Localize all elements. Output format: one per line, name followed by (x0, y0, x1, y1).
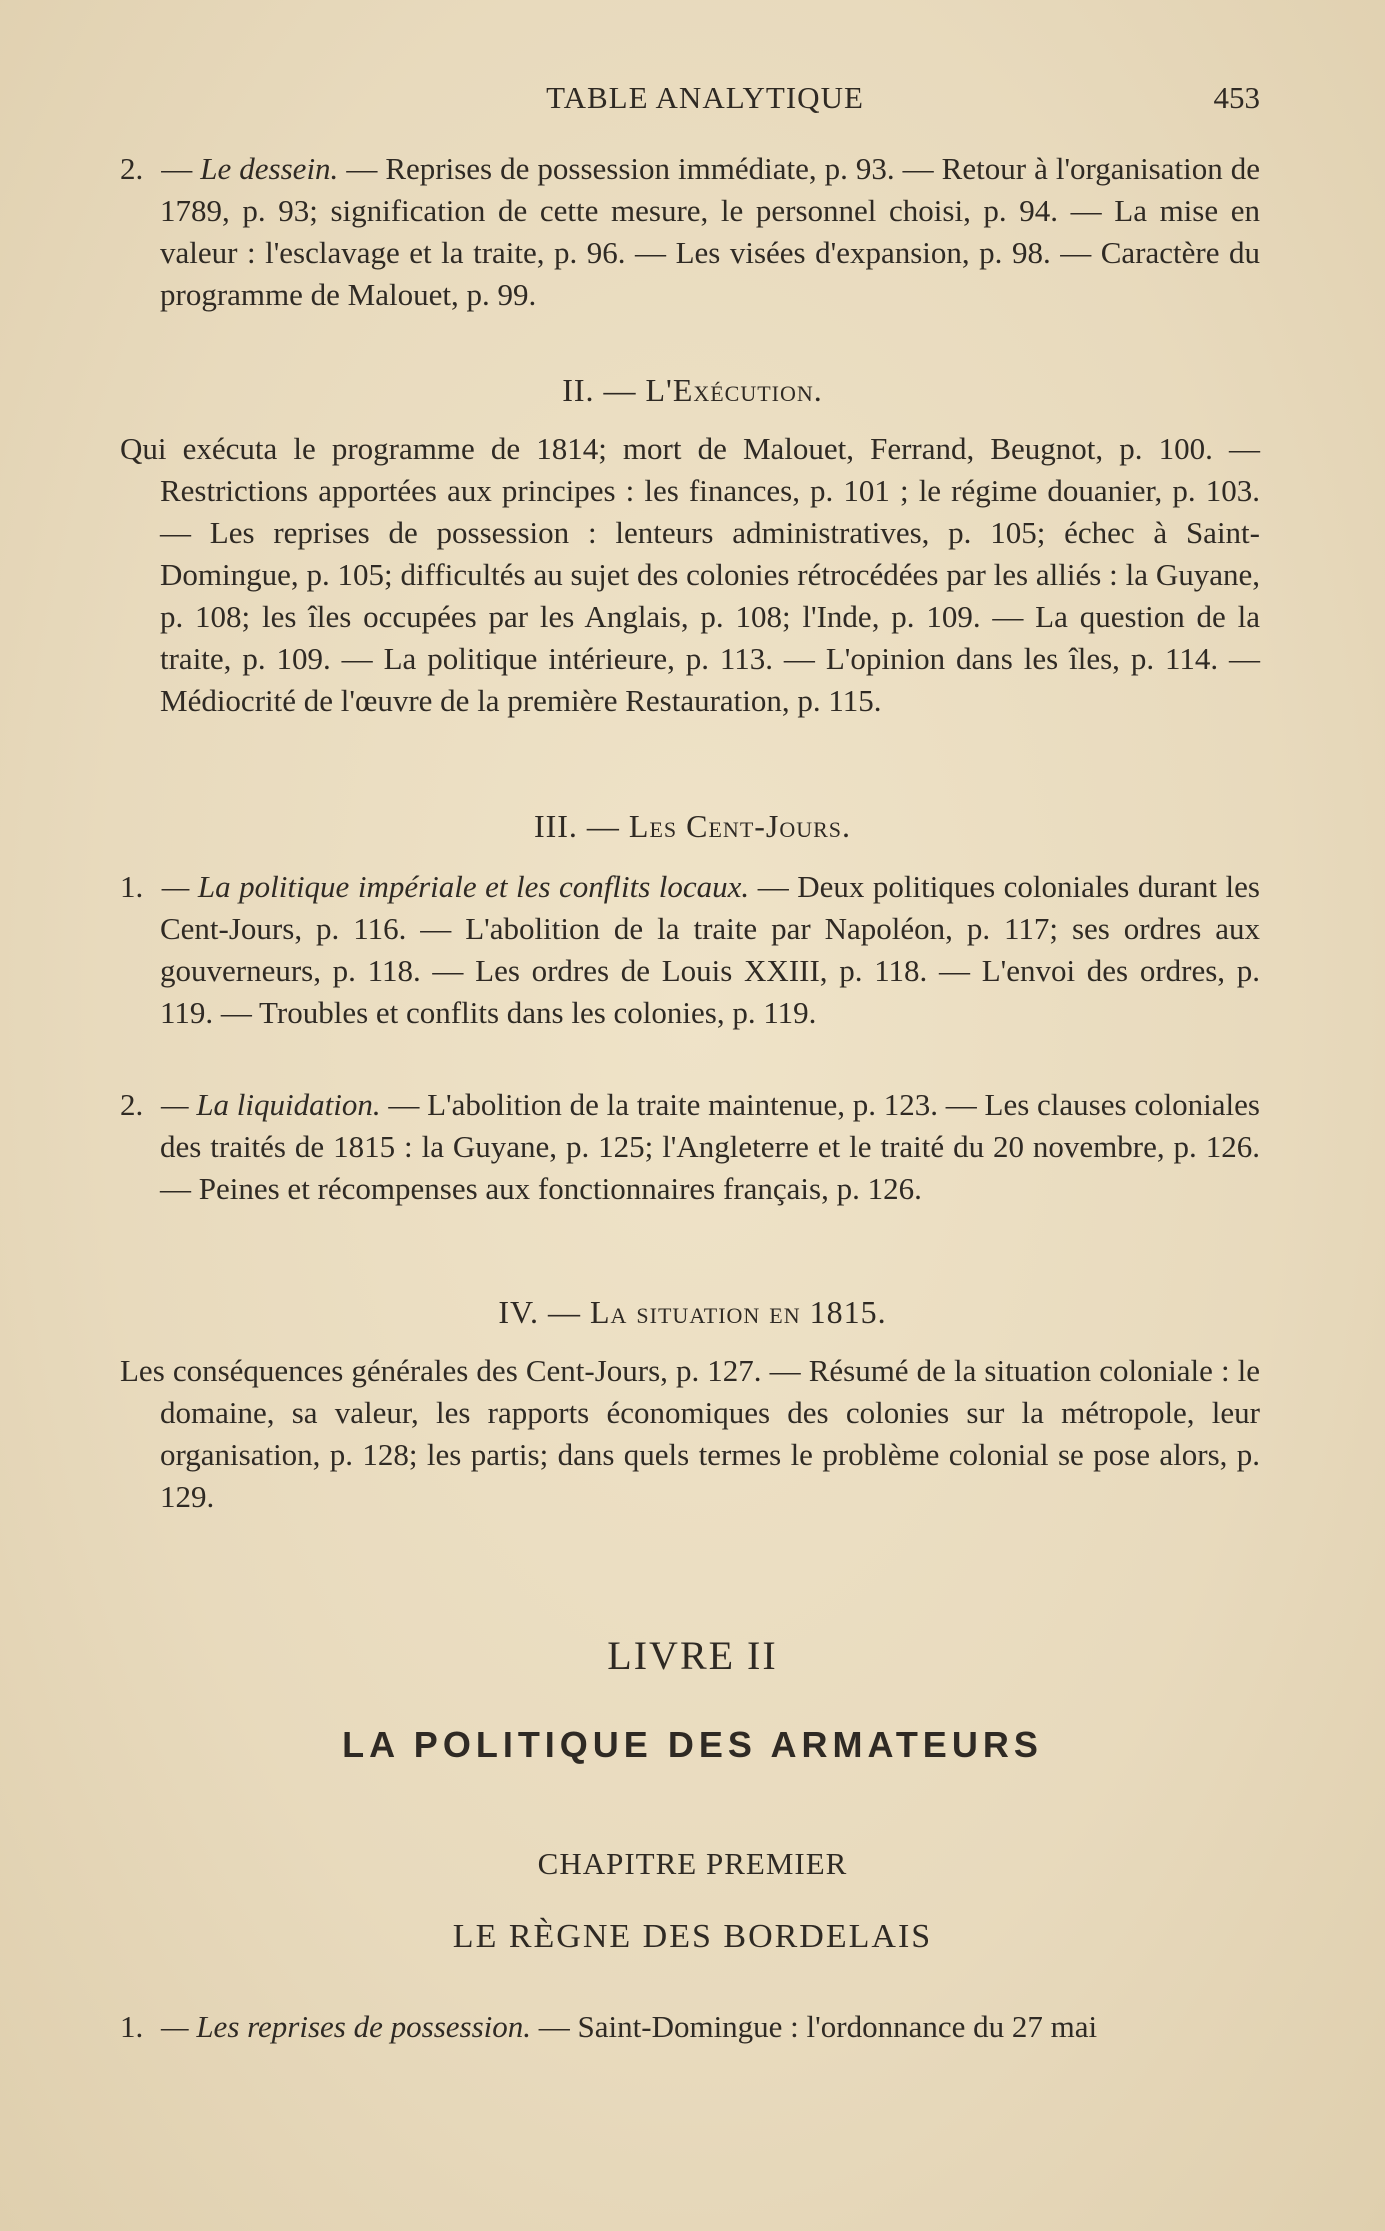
entry-text: — Saint-Domingue : l'ordonnance du 27 mai (538, 2009, 1098, 2044)
chapter-title: LE RÈGNE DES BORDELAIS (452, 1918, 933, 1955)
entry-text: — Deux politiques coloniales durant les Cent-Jours, p. 116. — L'abolition de la traite par Napoléon, p. 117; ses ordres aux gouverneurs, p. 118. — Les ordres de Louis XXIII, p. 118. — L'envoi des ordres, p. 119. — Troubles et conflits dans les colonies, p. 119. (160, 869, 1260, 1030)
entry-text: — L'abolition de la traite maintenue, p. 123. — Les clauses coloniales des traités de 1815 : la Guyane, p. 125; l'Angleterre et le traité du 20 novembre, p. 126. — Peines et récompenses aux fonctionnaires français, p. 126. (160, 1087, 1260, 1206)
book-label: LIVRE II (607, 1633, 778, 1678)
entry-number: 1. (120, 2009, 144, 2044)
entry-number: 2. (120, 151, 144, 186)
entry-dash: — (161, 151, 201, 186)
section-heading-cent-jours: III. — Les Cent-Jours. (533, 808, 852, 844)
entry-le-dessein (120, 148, 1260, 316)
running-head (150, 80, 1260, 120)
entry-liquidation (120, 1084, 1260, 1210)
entry-text: — Reprises de possession immédiate, p. 93. — Retour à l'organisation de 1789, p. 93; signification de cette mesure, le personnel choisi, p. 94. — La mise en valeur : l'esclavage et la traite, p. 96. — Les visées d'expansion, p. 98. — Caractère du programme de Malouet, p. 99. (160, 151, 1260, 312)
entry-number: 1. (120, 869, 144, 904)
page-number: 453 (1213, 80, 1260, 115)
section-heading-execution: II. — L'Exécution. (562, 372, 823, 408)
section-text-execution: Qui exécuta le programme de 1814; mort de Malouet, Ferrand, Beugnot, p. 100. — Restrictions apportées aux principes : les finances, p. 101 ; le régime douanier, p. 103. — Les reprises de possession : lenteurs administratives, p. 105; échec à Saint-Domingue, p. 105; difficultés au sujet des colonies rétrocédées par les alliés : la Guyane, p. 108; les îles occupées par les Anglais, p. 108; l'Inde, p. 109. — La question de la traite, p. 109. — La politique intérieure, p. 113. — L'opinion dans les îles, p. 114. — Médiocrité de l'œuvre de la première Restauration, p. 115. (120, 431, 1260, 718)
section-text-situation: Les conséquences générales des Cent-Jours, p. 127. — Résumé de la situation coloniale : le domaine, sa valeur, les rapports économiques des colonies sur la métropole, leur organisation, p. 128; les partis; dans quels termes le problème colonial se pose alors, p. 129. (120, 1353, 1260, 1514)
entry-italic-title: — La liquidation. (161, 1087, 381, 1122)
chapter-label: CHAPITRE PREMIER (537, 1846, 848, 1881)
entry-italic-title: — La politique impériale et les conflits locaux. (161, 869, 750, 904)
book-title: LA POLITIQUE DES ARMATEURS (342, 1724, 1043, 1765)
entry-reprises-de-possession (120, 2006, 1260, 2048)
entry-politique-imperiale (120, 866, 1260, 1034)
running-title: TABLE ANALYTIQUE (546, 80, 864, 115)
entry-number: 2. (120, 1087, 144, 1122)
entry-italic-title: Le dessein. (200, 151, 339, 186)
entry-italic-title: — Les reprises de possession. (161, 2009, 532, 2044)
section-heading-situation: IV. — La situation en 1815. (498, 1294, 887, 1330)
